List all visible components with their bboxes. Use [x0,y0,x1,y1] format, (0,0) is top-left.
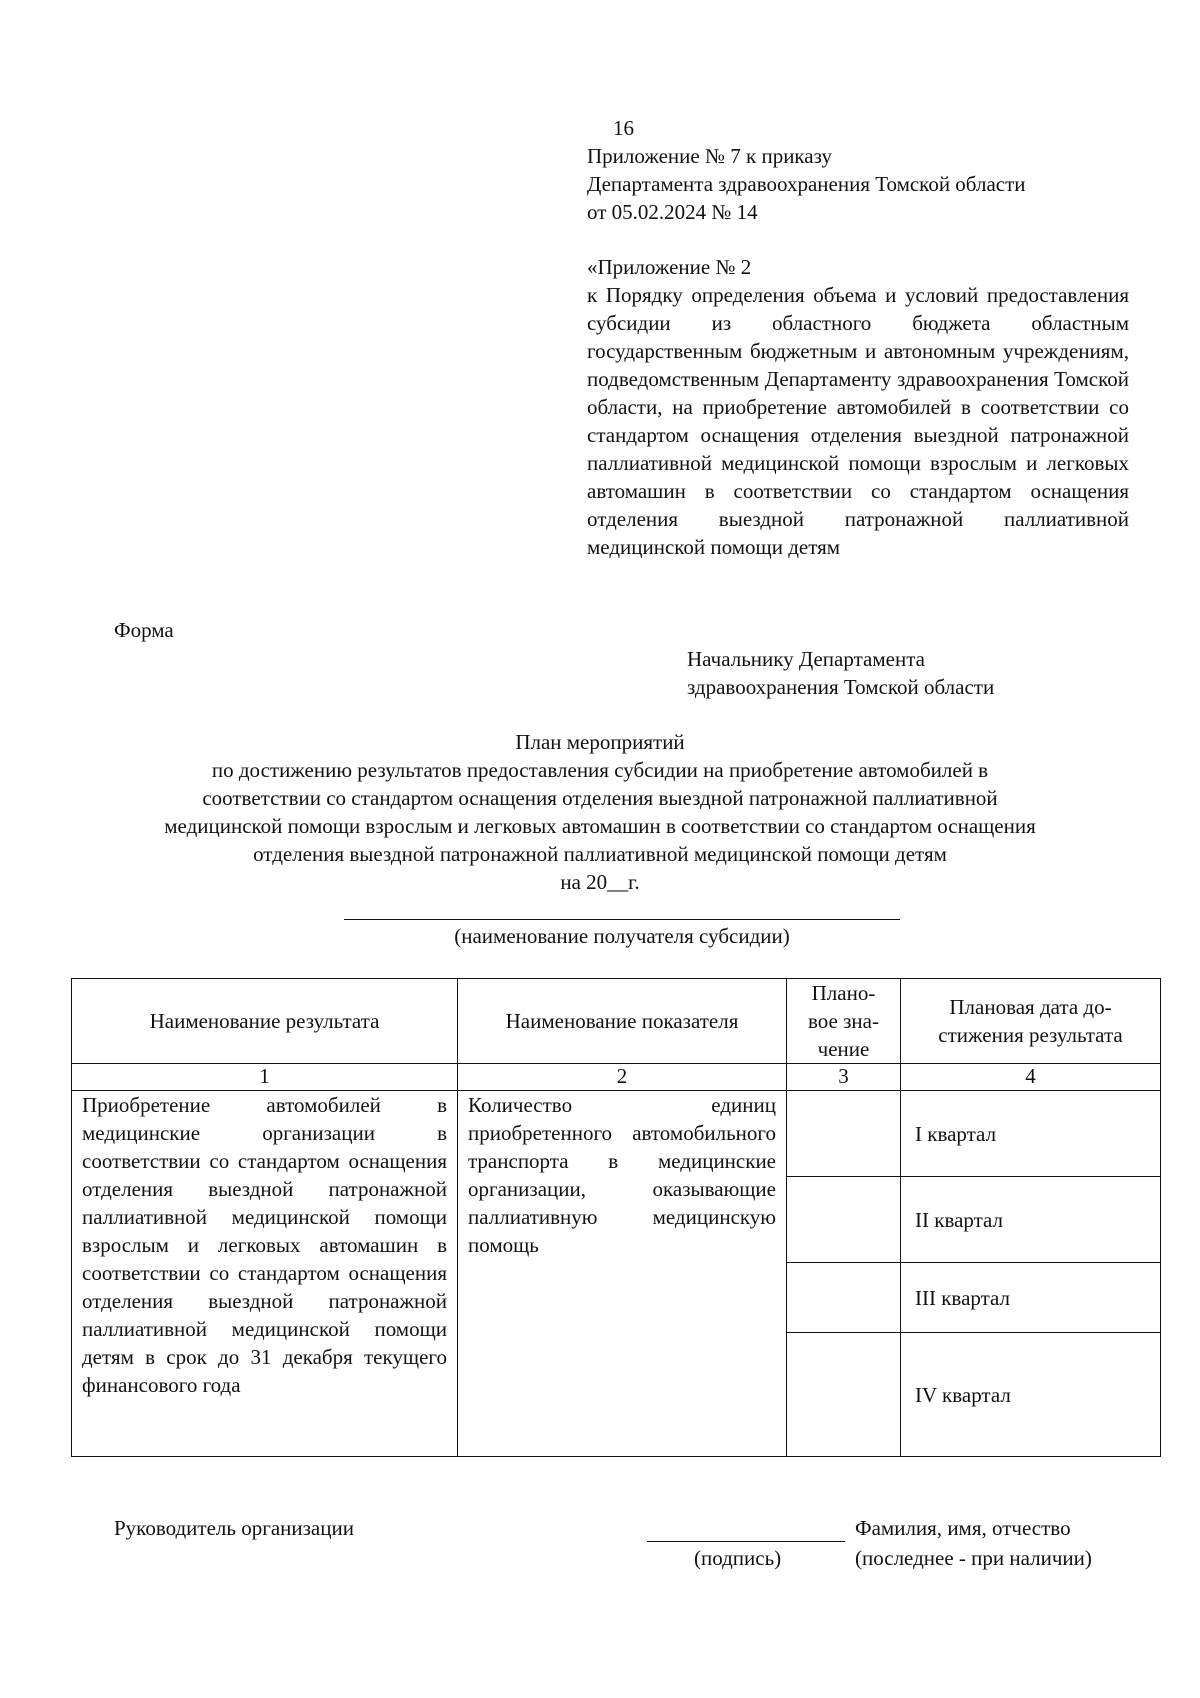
planned-value-q1 [787,1091,901,1177]
header-planned-value-l3: чение [817,1037,870,1061]
appendix-2-title: «Приложение № 2 [587,255,752,279]
plan-title-line-3: соответствии со стандартом оснащения отделения выездной патронажной паллиативной [202,786,998,810]
plan-title-line-2: по достижению результатов предоставления субсидии на приобретение автомобилей в [211,758,989,782]
planned-value-q3 [787,1263,901,1333]
plan-title [0,728,1200,896]
table-row [72,1091,1161,1177]
recipient-name-line [344,919,900,920]
appendix-7-line-3: от 05.02.2024 № 14 [587,200,758,224]
appendix-2-text: к Порядку определения объема и условий предоставления субсидии из областного бюджета областным государственным бюджетным и автономным учреждениям, подведомственным Департаменту здравоохранения Томской области, на приобретение автомобилей в соответствии со стандартом оснащения отделения выездной патронажной паллиативной медицинской помощи взрослым и легковых автомашин в соответствии со стандартом оснащения отделения выездной патронажной паллиативной медицинской помощи детям [587,283,1129,559]
column-number-1: 1 [72,1064,458,1091]
quarter-3-cell: III квартал [901,1263,1161,1333]
plan-title-line-4: медицинской помощи взрослым и легковых автомашин в соответствии со стандартом оснащения [164,814,1036,838]
addressee [687,645,994,701]
plan-table [71,978,1161,1457]
signature-caption: (подпись) [694,1546,782,1570]
quarter-2-cell: II квартал [901,1177,1161,1263]
header-result-name: Наименование результата [72,979,458,1064]
header-planned-date-l2: стижения результата [938,1023,1123,1047]
header-planned-value [787,979,901,1064]
column-number-2: 2 [458,1064,787,1091]
quarter-1-cell: I квартал [901,1091,1161,1177]
header-planned-value-l1: Плано- [811,981,876,1005]
form-label: Форма [114,618,174,642]
appendix-7-line-1: Приложение № 7 к приказу [587,144,832,168]
result-name-cell: Приобретение автомобилей в медицинские организации в соответствии со стандартом оснащения отделения выездной патронажной паллиативной медицинской помощи взрослым и легковых автомашин в соответствии со стандартом оснащения отделения выездной патронажной паллиативной медицинской помощи детям в срок до 31 декабря текущего финансового года [72,1091,458,1457]
appendix-7-header [587,142,1147,226]
header-planned-date-l1: Плановая дата до- [949,995,1112,1019]
column-number-3: 3 [787,1064,901,1091]
plan-title-line-1: План мероприятий [515,730,685,754]
table-number-row [72,1064,1161,1091]
recipient-caption: (наименование получателя субсидии) [454,924,790,948]
appendix-7-line-2: Департамента здравоохранения Томской области [587,172,1026,196]
signature-line [647,1541,845,1542]
table-header-row [72,979,1161,1064]
column-number-4: 4 [901,1064,1161,1091]
addressee-line-2: здравоохранения Томской области [687,675,995,699]
header-planned-value-l2: вое зна- [808,1009,879,1033]
indicator-name-cell: Количество единиц приобретенного автомобильного транспорта в медицинские организации, оказывающие паллиативную медицинскую помощь [458,1091,787,1457]
header-indicator-name: Наименование показателя [458,979,787,1064]
quarter-4-cell: IV квартал [901,1333,1161,1457]
plan-title-line-6: на 20__г. [560,870,640,894]
planned-value-q2 [787,1177,901,1263]
addressee-line-1: Начальнику Департамента [687,647,925,671]
planned-value-q4 [787,1333,901,1457]
head-of-organization-label: Руководитель организации [114,1516,354,1540]
page-number: 16 [613,116,634,140]
full-name-label: Фамилия, имя, отчество [855,1516,1071,1540]
header-planned-date [901,979,1161,1064]
appendix-2-header [587,253,1129,561]
full-name-caption: (последнее - при наличии) [855,1546,1092,1570]
plan-title-line-5: отделения выездной патронажной паллиативной медицинской помощи детям [253,842,947,866]
